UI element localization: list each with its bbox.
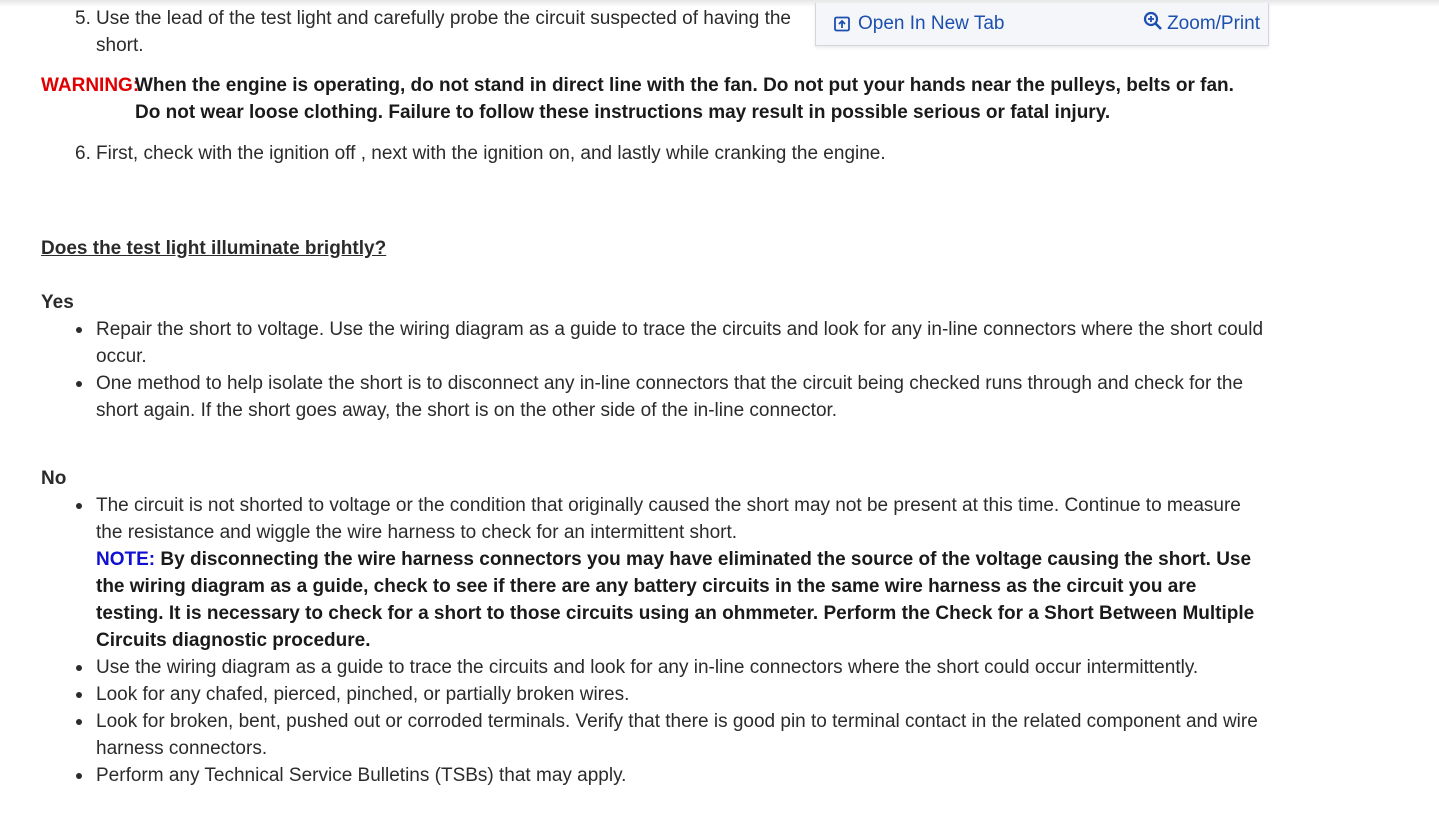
bullet-dot [76,503,82,509]
zoom-print-button[interactable] [1143,3,1260,45]
list-item [96,681,1269,708]
note-text: By disconnecting the wire harness connectors you may have eliminated the source of the voltage causing the short. Use the wiring diagram as a guide, check to see if there are any battery circuits in the same wire harness as the circuit you are testing. It is necessary to check for a short to those circuits using an ohmmeter. Perform the Check for a Short Between Multiple Circuits diagnostic procedure. [96,549,1255,651]
bullet-dot [76,719,82,725]
step-text: First, check with the ignition off , next with the ignition on, and lastly while cranking the engine. [96,143,886,164]
step-text-line2: short. [96,35,144,56]
list-item-text: One method to help isolate the short is to disconnect any in-line connectors that the circuit being checked runs through and check for the short again. If the short goes away, the short is on the other side of the in-line connector. [96,373,1244,421]
step-number: 5. [75,8,91,29]
list-item [96,370,1269,424]
bullet-dot [76,665,82,671]
warning-label: WARNING: [41,75,140,96]
bullet-dot [76,773,82,779]
note-label: NOTE: [96,549,156,570]
open-in-new-tab-label: Open In New Tab [858,13,1005,34]
open-in-new-tab-button[interactable] [833,3,1004,45]
image-viewer-toolbar [815,3,1269,46]
bullet-dot [76,692,82,698]
list-item [96,654,1269,681]
bullet-dot [76,327,82,333]
list-item [96,762,1269,789]
yes-label: Yes [41,292,74,313]
question-heading: Does the test light illuminate brightly? [41,238,387,259]
open-in-new-tab-icon [833,15,851,33]
list-item [96,492,1269,654]
step-text-line1: Use the lead of the test light and carefully probe the circuit suspected of having the [96,8,791,29]
zoom-print-label: Zoom/Print [1167,13,1260,34]
list-item-text: Perform any Technical Service Bulletins (TSBs) that may apply. [96,765,627,786]
list-item [96,708,1269,762]
step-number: 6. [75,143,91,164]
list-item-text: Look for broken, bent, pushed out or corroded terminals. Verify that there is good pin to terminal contact in the related component and wire harness connectors. [96,711,1258,759]
note-block [96,546,1269,654]
list-item-text: The circuit is not shorted to voltage or the condition that originally caused the short may not be present at this time. Continue to measure the resistance and wiggle the wire harness to check for an intermittent short. [96,495,1241,543]
bullet-dot [76,381,82,387]
zoom-in-icon [1143,11,1163,31]
no-label: No [41,468,67,489]
list-item-text: Repair the short to voltage. Use the wiring diagram as a guide to trace the circuits and look for any in-line connectors where the short could occur. [96,319,1264,367]
list-item-text: Use the wiring diagram as a guide to trace the circuits and look for any in-line connectors where the short could occur intermittently. [96,657,1199,678]
warning-text: When the engine is operating, do not stand in direct line with the fan. Do not put your hands near the pulleys, belts or fan. Do not wear loose clothing. Failure to follow these instructions may result in possible serious or fatal injury. [135,75,1234,123]
list-item-text: Look for any chafed, pierced, pinched, or partially broken wires. [96,684,630,705]
list-item [96,316,1269,370]
